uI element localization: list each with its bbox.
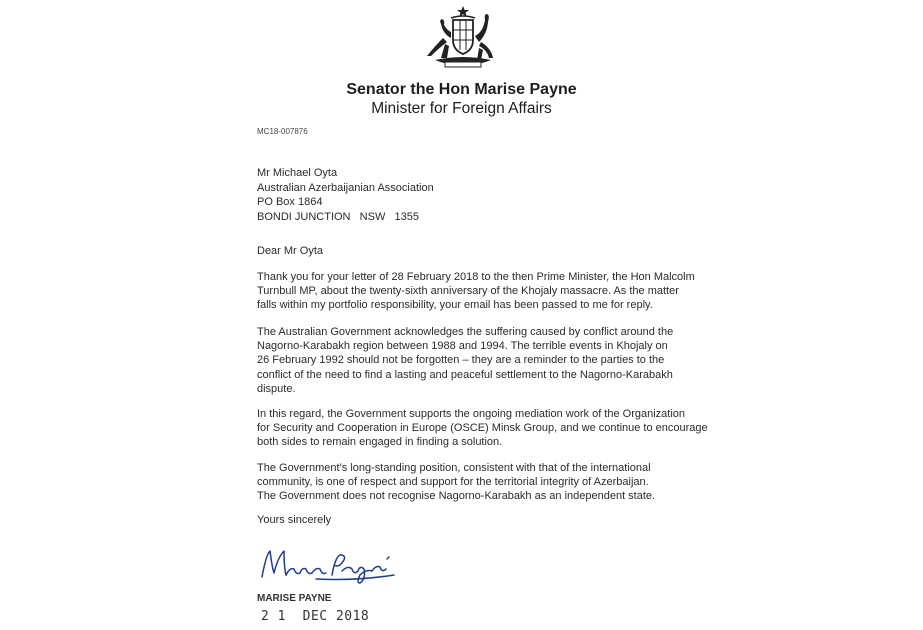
signer-name: MARISE PAYNE <box>257 593 332 604</box>
paragraph-line: Turnbull MP, about the twenty-sixth anniversary of the Khojaly massacre. As the matter <box>257 285 679 298</box>
address-line: BONDI JUNCTION NSW 1355 <box>257 210 419 223</box>
sender-name: Senator the Hon Marise Payne <box>346 81 577 98</box>
paragraph-line: The Government’s long-standing position, consistent with that of the international <box>257 462 651 474</box>
paragraph-line: for Security and Cooperation in Europe (OSCE) Minsk Group, and we continue to encourage <box>257 422 708 435</box>
recipient-address <box>257 166 434 224</box>
signature-image <box>256 545 398 585</box>
paragraph-line: The Government does not recognise Nagorno-Karabakh as an independent state. <box>257 490 656 503</box>
body-paragraph <box>257 407 708 450</box>
body-paragraph <box>257 270 697 313</box>
address-line: Mr Michael Oyta <box>257 167 338 179</box>
paragraph-line: 26 February 1992 should not be forgotten – they are a reminder to the parties to the <box>257 354 665 367</box>
date-stamp: 2 1 DEC 2018 <box>261 609 370 624</box>
closing: Yours sincerely <box>257 514 332 526</box>
paragraph-line: conflict of the need to find a lasting and peaceful settlement to the Nagorno-Karabakh <box>257 368 673 381</box>
australian-coat-of-arms-icon <box>421 4 505 68</box>
sender-title: Minister for Foreign Affairs <box>371 100 552 117</box>
paragraph-line: community, is one of respect and support for the territorial integrity of Azerbaijan. <box>257 476 649 489</box>
paragraph-line: falls within my portfolio responsibility, your email has been passed to me for reply. <box>257 299 653 312</box>
reference-number: MC18-007876 <box>257 127 308 136</box>
body-paragraph <box>257 325 697 396</box>
paragraph-line: dispute. <box>257 382 296 395</box>
paragraph-line: Nagorno-Karabakh region between 1988 and 1994. The terrible events in Khojaly on <box>257 340 668 353</box>
body-paragraph <box>257 461 697 504</box>
paragraph-line: The Australian Government acknowledges the suffering caused by conflict around the <box>257 326 674 338</box>
paragraph-line: In this regard, the Government supports the ongoing mediation work of the Organization <box>257 408 686 420</box>
salutation: Dear Mr Oyta <box>257 245 324 257</box>
paragraph-line: Thank you for your letter of 28 February 2018 to the then Prime Minister, the Hon Malcolm <box>257 271 695 283</box>
address-line: PO Box 1864 <box>257 196 323 208</box>
address-line: Australian Azerbaijanian Association <box>257 181 434 194</box>
paragraph-line: both sides to remain engaged in finding a solution. <box>257 436 503 449</box>
